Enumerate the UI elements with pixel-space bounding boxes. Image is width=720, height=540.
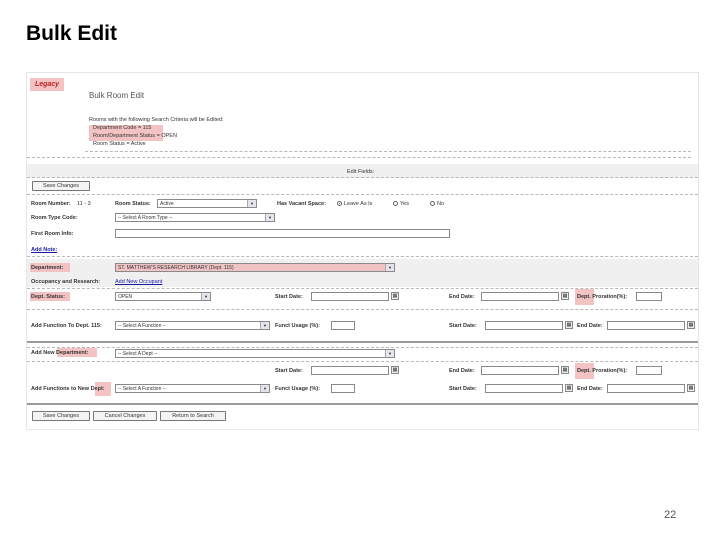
calendar-icon[interactable]: ▦ (392, 367, 398, 373)
page-heading: Bulk Room Edit (89, 91, 145, 100)
room-status-label: Room Status: (115, 201, 151, 207)
end-date-label: End Date: (449, 294, 475, 300)
divider (27, 194, 698, 195)
dept-status-select[interactable] (115, 292, 211, 301)
start-date-input[interactable] (485, 384, 563, 393)
radio-yes-label: Yes (400, 201, 409, 207)
end-date-input[interactable] (607, 384, 685, 393)
room-status-value: Active (160, 201, 174, 207)
add-functions-new-dept-label: Add Functions to New Dept: (31, 386, 105, 392)
calendar-icon[interactable]: ▦ (688, 322, 694, 328)
chevron-down-icon: ▼ (201, 293, 210, 300)
dept-proration-label: Dept. Proration(%): (577, 368, 628, 374)
calendar-icon[interactable]: ▦ (562, 367, 568, 373)
add-function-value: -- Select A Function -- (118, 323, 167, 329)
divider (27, 288, 698, 289)
calendar-icon[interactable]: ▦ (392, 293, 398, 299)
add-functions-new-dept-select[interactable] (115, 384, 270, 393)
department-label: Department: (31, 265, 64, 271)
start-date-label: Start Date: (275, 368, 303, 374)
chevron-down-icon: ▼ (260, 322, 269, 329)
divider (27, 256, 698, 257)
dept-status-label: Dept. Status: (31, 294, 65, 300)
divider (27, 177, 698, 178)
add-function-select[interactable] (115, 321, 270, 330)
add-new-department-label: Add New Department: (31, 350, 89, 356)
add-new-occupant-link[interactable]: Add New Occupant (115, 279, 163, 285)
dept-proration-label: Dept. Proration(%): (577, 294, 628, 300)
room-number-label: Room Number: (31, 201, 71, 207)
add-note-link[interactable]: Add Note: (31, 247, 58, 253)
divider (27, 347, 698, 348)
radio-no[interactable] (430, 201, 435, 206)
divider (27, 361, 698, 362)
first-room-info-label: First Room Info: (31, 231, 74, 237)
save-changes-button[interactable]: Save Changes (32, 181, 90, 191)
room-number-value: 11 - 3 (77, 201, 91, 207)
criteria-line: Room Status = Active (93, 141, 146, 147)
add-functions-new-dept-value: -- Select A Function -- (118, 386, 167, 392)
chevron-down-icon: ▼ (385, 264, 394, 271)
dept-proration-input[interactable] (636, 366, 662, 375)
calendar-icon[interactable]: ▦ (566, 322, 572, 328)
calendar-icon[interactable]: ▦ (688, 385, 694, 391)
end-date-input[interactable] (607, 321, 685, 330)
criteria-line: Department Code = 115 (93, 125, 152, 131)
department-value: ST. MATTHEW'S RESEARCH LIBRARY (Dept. 115) (118, 265, 234, 271)
save-changes-button[interactable]: Save Changes (32, 411, 90, 421)
divider (27, 309, 698, 310)
divider (85, 151, 691, 152)
radio-no-label: No (437, 201, 445, 207)
divider (27, 157, 691, 158)
room-type-code-label: Room Type Code: (31, 215, 78, 221)
section-divider (27, 341, 698, 343)
return-to-search-button[interactable]: Return to Search (160, 411, 226, 421)
calendar-icon[interactable]: ▦ (562, 293, 568, 299)
first-room-info-input[interactable] (115, 229, 450, 238)
end-date-input[interactable] (481, 366, 559, 375)
funct-usage-input[interactable] (331, 321, 355, 330)
chevron-down-icon: ▼ (265, 214, 274, 221)
end-date-label: End Date: (577, 386, 603, 392)
start-date-label: Start Date: (449, 323, 477, 329)
chevron-down-icon: ▼ (260, 385, 269, 392)
vacant-space-label: Has Vacant Space: (277, 201, 326, 207)
room-type-select[interactable] (115, 213, 275, 222)
department-select[interactable] (115, 263, 395, 272)
end-date-label: End Date: (577, 323, 603, 329)
page-number: 22 (664, 509, 677, 521)
add-new-department-select[interactable] (115, 349, 395, 358)
room-type-value: -- Select A Room Type -- (118, 215, 173, 221)
radio-leave-as-is-label: Leave As Is (344, 201, 373, 207)
radio-yes[interactable] (393, 201, 398, 206)
radio-leave-as-is[interactable] (337, 201, 342, 206)
occupancy-label: Occupancy and Research: (31, 279, 101, 285)
criteria-line: Room/Department Status = OPEN (93, 133, 177, 139)
start-date-input[interactable] (485, 321, 563, 330)
cancel-changes-button[interactable]: Cancel Changes (93, 411, 157, 421)
criteria-intro: Rooms with the following Search Criteria will be Edited: (89, 117, 224, 123)
dept-proration-input[interactable] (636, 292, 662, 301)
calendar-icon[interactable]: ▦ (566, 385, 572, 391)
dept-status-value: OPEN (118, 294, 133, 300)
start-date-label: Start Date: (449, 386, 477, 392)
funct-usage-label: Funct Usage (%): (275, 386, 320, 392)
chevron-down-icon: ▼ (385, 350, 394, 357)
edit-fields-label: Edit Fields: (347, 169, 375, 175)
end-date-input[interactable] (481, 292, 559, 301)
legacy-screenshot (26, 72, 699, 430)
chevron-down-icon: ▼ (247, 200, 256, 207)
start-date-input[interactable] (311, 292, 389, 301)
end-date-label: End Date: (449, 368, 475, 374)
start-date-input[interactable] (311, 366, 389, 375)
add-new-department-value: -- Select A Dept -- (118, 351, 158, 357)
funct-usage-label: Funct Usage (%): (275, 323, 320, 329)
funct-usage-input[interactable] (331, 384, 355, 393)
legacy-label: Legacy (30, 78, 64, 91)
section-divider (27, 403, 698, 405)
add-function-label: Add Function To Dept. 115: (31, 323, 102, 329)
start-date-label: Start Date: (275, 294, 303, 300)
slide-title: Bulk Edit (26, 22, 118, 45)
room-status-select[interactable] (157, 199, 257, 208)
